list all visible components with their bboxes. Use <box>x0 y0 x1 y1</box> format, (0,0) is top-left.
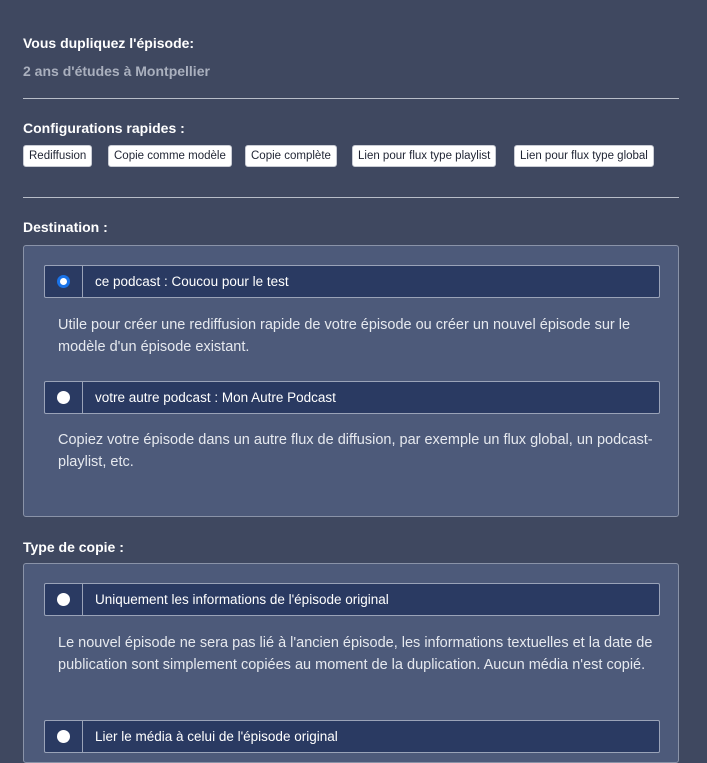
option-description: Copiez votre épisode dans un autre flux de diffusion, par exemple un flux global, un podcast-playlist, etc. <box>58 432 653 470</box>
copy-type-option-link-media[interactable] <box>44 720 660 753</box>
option-label: Lier le média à celui de l'épisode original <box>95 729 338 744</box>
destination-option-this-podcast[interactable] <box>44 265 660 298</box>
option-label: ce podcast : Coucou pour le test <box>95 274 289 289</box>
episode-title: 2 ans d'études à Montpellier <box>23 63 210 79</box>
duplicating-label: Vous dupliquez l'épisode: <box>23 35 195 51</box>
copy-type-label: Type de copie : <box>23 539 124 555</box>
chip-lien-global[interactable]: Lien pour flux type global <box>514 145 654 167</box>
copy-type-option-info-only[interactable] <box>44 583 660 616</box>
option-label: votre autre podcast : Mon Autre Podcast <box>95 390 336 405</box>
quick-config-label: Configurations rapides : <box>23 120 185 136</box>
chip-rediffusion[interactable]: Rediffusion <box>23 145 92 167</box>
radio-selected[interactable] <box>57 275 70 288</box>
destination-label: Destination : <box>23 219 108 235</box>
radio-unselected[interactable] <box>57 391 70 404</box>
radio-unselected[interactable] <box>57 593 70 606</box>
option-description: Utile pour créer une rediffusion rapide de votre épisode ou créer un nouvel épisode sur le modèle d'un épisode existant. <box>58 317 631 355</box>
option-description: Le nouvel épisode ne sera pas lié à l'ancien épisode, les informations textuelles et la date de publication sont simplement copiées au moment de la duplication. Aucun média n'est copié. <box>58 635 653 673</box>
divider <box>23 197 679 198</box>
destination-panel <box>23 245 679 517</box>
destination-option-other-podcast[interactable] <box>44 381 660 414</box>
chip-lien-playlist[interactable]: Lien pour flux type playlist <box>352 145 496 167</box>
copy-type-panel <box>23 563 679 763</box>
chip-copie-modele[interactable]: Copie comme modèle <box>108 145 232 167</box>
divider <box>23 98 679 99</box>
radio-unselected[interactable] <box>57 730 70 743</box>
chip-copie-complete[interactable]: Copie complète <box>245 145 337 167</box>
option-label: Uniquement les informations de l'épisode original <box>95 592 389 607</box>
